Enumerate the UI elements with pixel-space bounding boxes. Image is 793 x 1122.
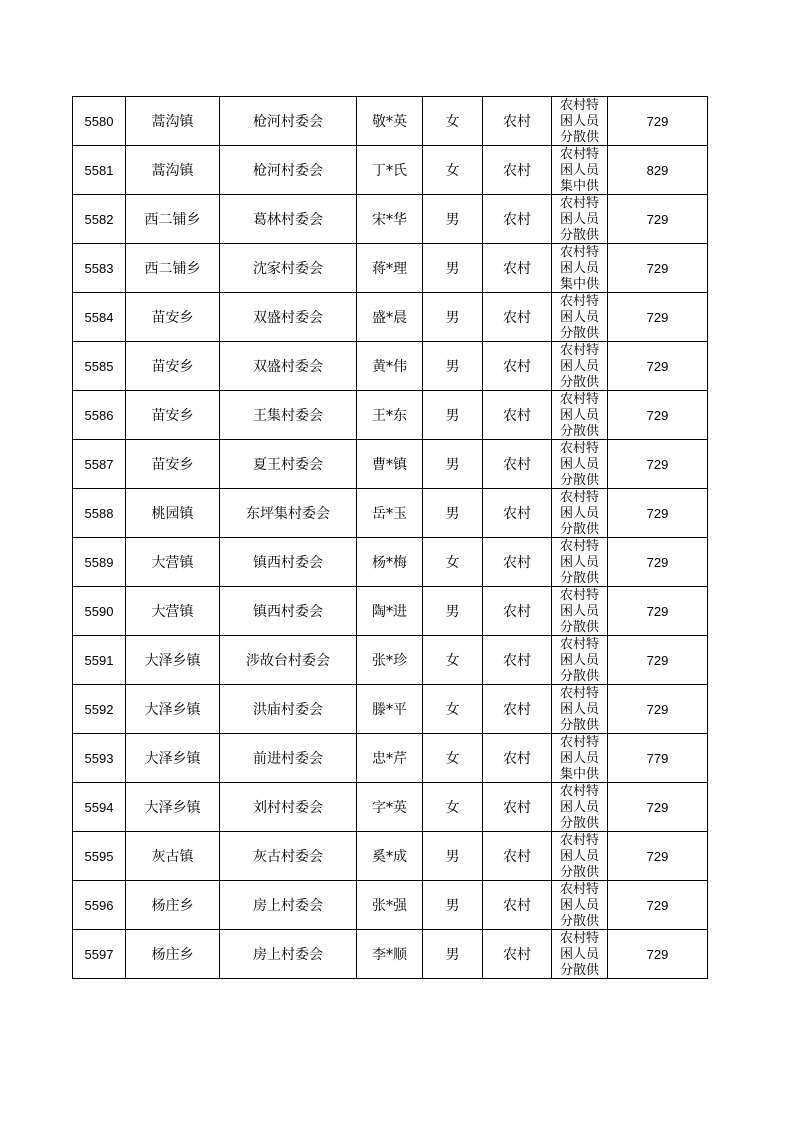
roster-body xyxy=(73,97,708,979)
village-committee-cell: 枪河村委会 xyxy=(220,146,357,195)
township-cell: 大营镇 xyxy=(126,538,220,587)
township-cell: 苗安乡 xyxy=(126,342,220,391)
category-line: 困人员 xyxy=(559,604,599,619)
support-category-text xyxy=(552,734,607,782)
support-category-text xyxy=(552,832,607,880)
record-number: 5590 xyxy=(73,587,126,636)
person-name-cell: 张*珍 xyxy=(357,636,423,685)
village-committee-cell: 沈家村委会 xyxy=(220,244,357,293)
category-line: 困人员 xyxy=(559,359,599,374)
category-line: 农村特 xyxy=(559,931,599,946)
residence-type-cell: 农村 xyxy=(483,930,552,979)
category-line: 农村特 xyxy=(559,245,599,260)
amount-cell: 729 xyxy=(608,244,708,293)
gender-cell: 男 xyxy=(423,489,483,538)
gender-cell: 女 xyxy=(423,783,483,832)
gender-cell: 男 xyxy=(423,342,483,391)
amount-cell: 729 xyxy=(608,538,708,587)
support-category-text xyxy=(552,146,607,194)
township-cell: 西二铺乡 xyxy=(126,244,220,293)
table-row xyxy=(73,881,708,930)
person-name-cell: 丁*氏 xyxy=(357,146,423,195)
category-line: 困人员 xyxy=(559,506,599,521)
gender-cell: 女 xyxy=(423,636,483,685)
table-row xyxy=(73,489,708,538)
support-category-cell xyxy=(552,538,608,587)
township-cell: 苗安乡 xyxy=(126,440,220,489)
person-name-cell: 滕*平 xyxy=(357,685,423,734)
person-name-cell: 敬*英 xyxy=(357,97,423,146)
amount-cell: 729 xyxy=(608,881,708,930)
person-name-cell: 曹*镇 xyxy=(357,440,423,489)
residence-type-cell: 农村 xyxy=(483,881,552,930)
record-number: 5596 xyxy=(73,881,126,930)
category-line: 困人员 xyxy=(559,751,599,766)
person-name-cell: 岳*玉 xyxy=(357,489,423,538)
person-name-cell: 盛*晨 xyxy=(357,293,423,342)
category-line: 困人员 xyxy=(559,800,599,815)
category-line: 分散供 xyxy=(559,326,599,341)
gender-cell: 男 xyxy=(423,881,483,930)
residence-type-cell: 农村 xyxy=(483,440,552,489)
support-category-text xyxy=(552,685,607,733)
person-name-cell: 蒋*理 xyxy=(357,244,423,293)
support-category-cell xyxy=(552,440,608,489)
support-category-cell xyxy=(552,391,608,440)
gender-cell: 男 xyxy=(423,391,483,440)
category-line: 集中供 xyxy=(559,277,599,292)
village-committee-cell: 夏王村委会 xyxy=(220,440,357,489)
township-cell: 大泽乡镇 xyxy=(126,734,220,783)
category-line: 困人员 xyxy=(559,849,599,864)
village-committee-cell: 葛林村委会 xyxy=(220,195,357,244)
gender-cell: 女 xyxy=(423,146,483,195)
amount-cell: 729 xyxy=(608,489,708,538)
category-line: 分散供 xyxy=(559,914,599,929)
residence-type-cell: 农村 xyxy=(483,636,552,685)
support-category-cell xyxy=(552,881,608,930)
gender-cell: 男 xyxy=(423,195,483,244)
category-line: 农村特 xyxy=(559,441,599,456)
gender-cell: 男 xyxy=(423,930,483,979)
township-cell: 大泽乡镇 xyxy=(126,636,220,685)
amount-cell: 729 xyxy=(608,783,708,832)
township-cell: 桃园镇 xyxy=(126,489,220,538)
residence-type-cell: 农村 xyxy=(483,783,552,832)
category-line: 分散供 xyxy=(559,424,599,439)
record-number: 5589 xyxy=(73,538,126,587)
category-line: 分散供 xyxy=(559,228,599,243)
record-number: 5586 xyxy=(73,391,126,440)
residence-type-cell: 农村 xyxy=(483,244,552,293)
support-category-cell xyxy=(552,97,608,146)
roster-table xyxy=(72,96,708,979)
village-committee-cell: 镇西村委会 xyxy=(220,587,357,636)
record-number: 5592 xyxy=(73,685,126,734)
residence-type-cell: 农村 xyxy=(483,538,552,587)
support-category-cell xyxy=(552,636,608,685)
category-line: 分散供 xyxy=(559,620,599,635)
gender-cell: 女 xyxy=(423,734,483,783)
category-line: 困人员 xyxy=(559,457,599,472)
table-row xyxy=(73,783,708,832)
person-name-cell: 王*东 xyxy=(357,391,423,440)
township-cell: 蒿沟镇 xyxy=(126,146,220,195)
support-category-text xyxy=(552,587,607,635)
residence-type-cell: 农村 xyxy=(483,489,552,538)
table-row xyxy=(73,244,708,293)
support-category-text xyxy=(552,195,607,243)
table-row xyxy=(73,97,708,146)
township-cell: 灰古镇 xyxy=(126,832,220,881)
record-number: 5582 xyxy=(73,195,126,244)
category-line: 分散供 xyxy=(559,669,599,684)
record-number: 5593 xyxy=(73,734,126,783)
category-line: 农村特 xyxy=(559,735,599,750)
support-category-text xyxy=(552,930,607,978)
table-row xyxy=(73,293,708,342)
support-category-cell xyxy=(552,587,608,636)
support-category-cell xyxy=(552,195,608,244)
category-line: 分散供 xyxy=(559,816,599,831)
amount-cell: 729 xyxy=(608,195,708,244)
village-committee-cell: 王集村委会 xyxy=(220,391,357,440)
township-cell: 杨庄乡 xyxy=(126,930,220,979)
table-row xyxy=(73,636,708,685)
person-name-cell: 李*顺 xyxy=(357,930,423,979)
category-line: 困人员 xyxy=(559,947,599,962)
amount-cell: 729 xyxy=(608,342,708,391)
category-line: 农村特 xyxy=(559,686,599,701)
township-cell: 杨庄乡 xyxy=(126,881,220,930)
support-category-cell xyxy=(552,685,608,734)
amount-cell: 729 xyxy=(608,391,708,440)
amount-cell: 779 xyxy=(608,734,708,783)
gender-cell: 男 xyxy=(423,244,483,293)
gender-cell: 女 xyxy=(423,685,483,734)
support-category-text xyxy=(552,391,607,439)
residence-type-cell: 农村 xyxy=(483,293,552,342)
village-committee-cell: 房上村委会 xyxy=(220,930,357,979)
amount-cell: 729 xyxy=(608,440,708,489)
category-line: 集中供 xyxy=(559,767,599,782)
category-line: 农村特 xyxy=(559,539,599,554)
person-name-cell: 字*英 xyxy=(357,783,423,832)
village-committee-cell: 双盛村委会 xyxy=(220,293,357,342)
category-line: 困人员 xyxy=(559,310,599,325)
support-category-text xyxy=(552,783,607,831)
gender-cell: 男 xyxy=(423,587,483,636)
township-cell: 大泽乡镇 xyxy=(126,685,220,734)
support-category-text xyxy=(552,244,607,292)
amount-cell: 729 xyxy=(608,636,708,685)
village-committee-cell: 刘村村委会 xyxy=(220,783,357,832)
residence-type-cell: 农村 xyxy=(483,734,552,783)
table-row xyxy=(73,538,708,587)
category-line: 分散供 xyxy=(559,473,599,488)
support-category-cell xyxy=(552,783,608,832)
category-line: 困人员 xyxy=(559,212,599,227)
amount-cell: 729 xyxy=(608,832,708,881)
record-number: 5588 xyxy=(73,489,126,538)
support-category-text xyxy=(552,440,607,488)
residence-type-cell: 农村 xyxy=(483,97,552,146)
support-category-cell xyxy=(552,489,608,538)
category-line: 农村特 xyxy=(559,588,599,603)
support-category-cell xyxy=(552,930,608,979)
township-cell: 苗安乡 xyxy=(126,391,220,440)
category-line: 分散供 xyxy=(559,865,599,880)
support-category-text xyxy=(552,538,607,586)
table-row xyxy=(73,930,708,979)
support-category-cell xyxy=(552,293,608,342)
person-name-cell: 黄*伟 xyxy=(357,342,423,391)
table-row xyxy=(73,685,708,734)
residence-type-cell: 农村 xyxy=(483,391,552,440)
support-category-text xyxy=(552,881,607,929)
table-row xyxy=(73,391,708,440)
record-number: 5583 xyxy=(73,244,126,293)
gender-cell: 男 xyxy=(423,440,483,489)
gender-cell: 男 xyxy=(423,293,483,342)
record-number: 5585 xyxy=(73,342,126,391)
record-number: 5594 xyxy=(73,783,126,832)
residence-type-cell: 农村 xyxy=(483,832,552,881)
category-line: 困人员 xyxy=(559,653,599,668)
village-committee-cell: 前进村委会 xyxy=(220,734,357,783)
village-committee-cell: 双盛村委会 xyxy=(220,342,357,391)
category-line: 农村特 xyxy=(559,882,599,897)
category-line: 农村特 xyxy=(559,196,599,211)
record-number: 5581 xyxy=(73,146,126,195)
category-line: 分散供 xyxy=(559,130,599,145)
village-committee-cell: 房上村委会 xyxy=(220,881,357,930)
amount-cell: 729 xyxy=(608,97,708,146)
village-committee-cell: 灰古村委会 xyxy=(220,832,357,881)
amount-cell: 829 xyxy=(608,146,708,195)
category-line: 分散供 xyxy=(559,718,599,733)
support-category-text xyxy=(552,293,607,341)
township-cell: 西二铺乡 xyxy=(126,195,220,244)
village-committee-cell: 涉故台村委会 xyxy=(220,636,357,685)
support-category-cell xyxy=(552,734,608,783)
category-line: 农村特 xyxy=(559,98,599,113)
table-row xyxy=(73,734,708,783)
category-line: 困人员 xyxy=(559,163,599,178)
village-committee-cell: 枪河村委会 xyxy=(220,97,357,146)
category-line: 农村特 xyxy=(559,833,599,848)
category-line: 分散供 xyxy=(559,522,599,537)
category-line: 农村特 xyxy=(559,343,599,358)
support-category-cell xyxy=(552,146,608,195)
residence-type-cell: 农村 xyxy=(483,146,552,195)
township-cell: 蒿沟镇 xyxy=(126,97,220,146)
gender-cell: 女 xyxy=(423,538,483,587)
category-line: 集中供 xyxy=(559,179,599,194)
support-category-text xyxy=(552,97,607,145)
village-committee-cell: 东坪集村委会 xyxy=(220,489,357,538)
category-line: 农村特 xyxy=(559,294,599,309)
category-line: 农村特 xyxy=(559,147,599,162)
amount-cell: 729 xyxy=(608,293,708,342)
record-number: 5591 xyxy=(73,636,126,685)
amount-cell: 729 xyxy=(608,587,708,636)
gender-cell: 男 xyxy=(423,832,483,881)
category-line: 农村特 xyxy=(559,784,599,799)
record-number: 5595 xyxy=(73,832,126,881)
gender-cell: 女 xyxy=(423,97,483,146)
support-category-text xyxy=(552,342,607,390)
record-number: 5597 xyxy=(73,930,126,979)
village-committee-cell: 镇西村委会 xyxy=(220,538,357,587)
person-name-cell: 陶*进 xyxy=(357,587,423,636)
record-number: 5580 xyxy=(73,97,126,146)
residence-type-cell: 农村 xyxy=(483,195,552,244)
residence-type-cell: 农村 xyxy=(483,685,552,734)
table-row xyxy=(73,342,708,391)
support-category-text xyxy=(552,636,607,684)
residence-type-cell: 农村 xyxy=(483,342,552,391)
amount-cell: 729 xyxy=(608,685,708,734)
township-cell: 大泽乡镇 xyxy=(126,783,220,832)
category-line: 分散供 xyxy=(559,963,599,978)
table-row xyxy=(73,146,708,195)
category-line: 困人员 xyxy=(559,261,599,276)
record-number: 5584 xyxy=(73,293,126,342)
category-line: 分散供 xyxy=(559,375,599,390)
category-line: 农村特 xyxy=(559,392,599,407)
table-row xyxy=(73,195,708,244)
table-row xyxy=(73,832,708,881)
category-line: 困人员 xyxy=(559,702,599,717)
table-row xyxy=(73,587,708,636)
category-line: 农村特 xyxy=(559,637,599,652)
amount-cell: 729 xyxy=(608,930,708,979)
person-name-cell: 忠*芹 xyxy=(357,734,423,783)
residence-type-cell: 农村 xyxy=(483,587,552,636)
village-committee-cell: 洪庙村委会 xyxy=(220,685,357,734)
support-category-text xyxy=(552,489,607,537)
category-line: 困人员 xyxy=(559,555,599,570)
person-name-cell: 杨*梅 xyxy=(357,538,423,587)
category-line: 分散供 xyxy=(559,571,599,586)
category-line: 困人员 xyxy=(559,114,599,129)
category-line: 农村特 xyxy=(559,490,599,505)
support-category-cell xyxy=(552,342,608,391)
person-name-cell: 奚*成 xyxy=(357,832,423,881)
category-line: 困人员 xyxy=(559,408,599,423)
township-cell: 苗安乡 xyxy=(126,293,220,342)
table-row xyxy=(73,440,708,489)
category-line: 困人员 xyxy=(559,898,599,913)
person-name-cell: 张*强 xyxy=(357,881,423,930)
township-cell: 大营镇 xyxy=(126,587,220,636)
support-category-cell xyxy=(552,244,608,293)
support-category-cell xyxy=(552,832,608,881)
person-name-cell: 宋*华 xyxy=(357,195,423,244)
record-number: 5587 xyxy=(73,440,126,489)
